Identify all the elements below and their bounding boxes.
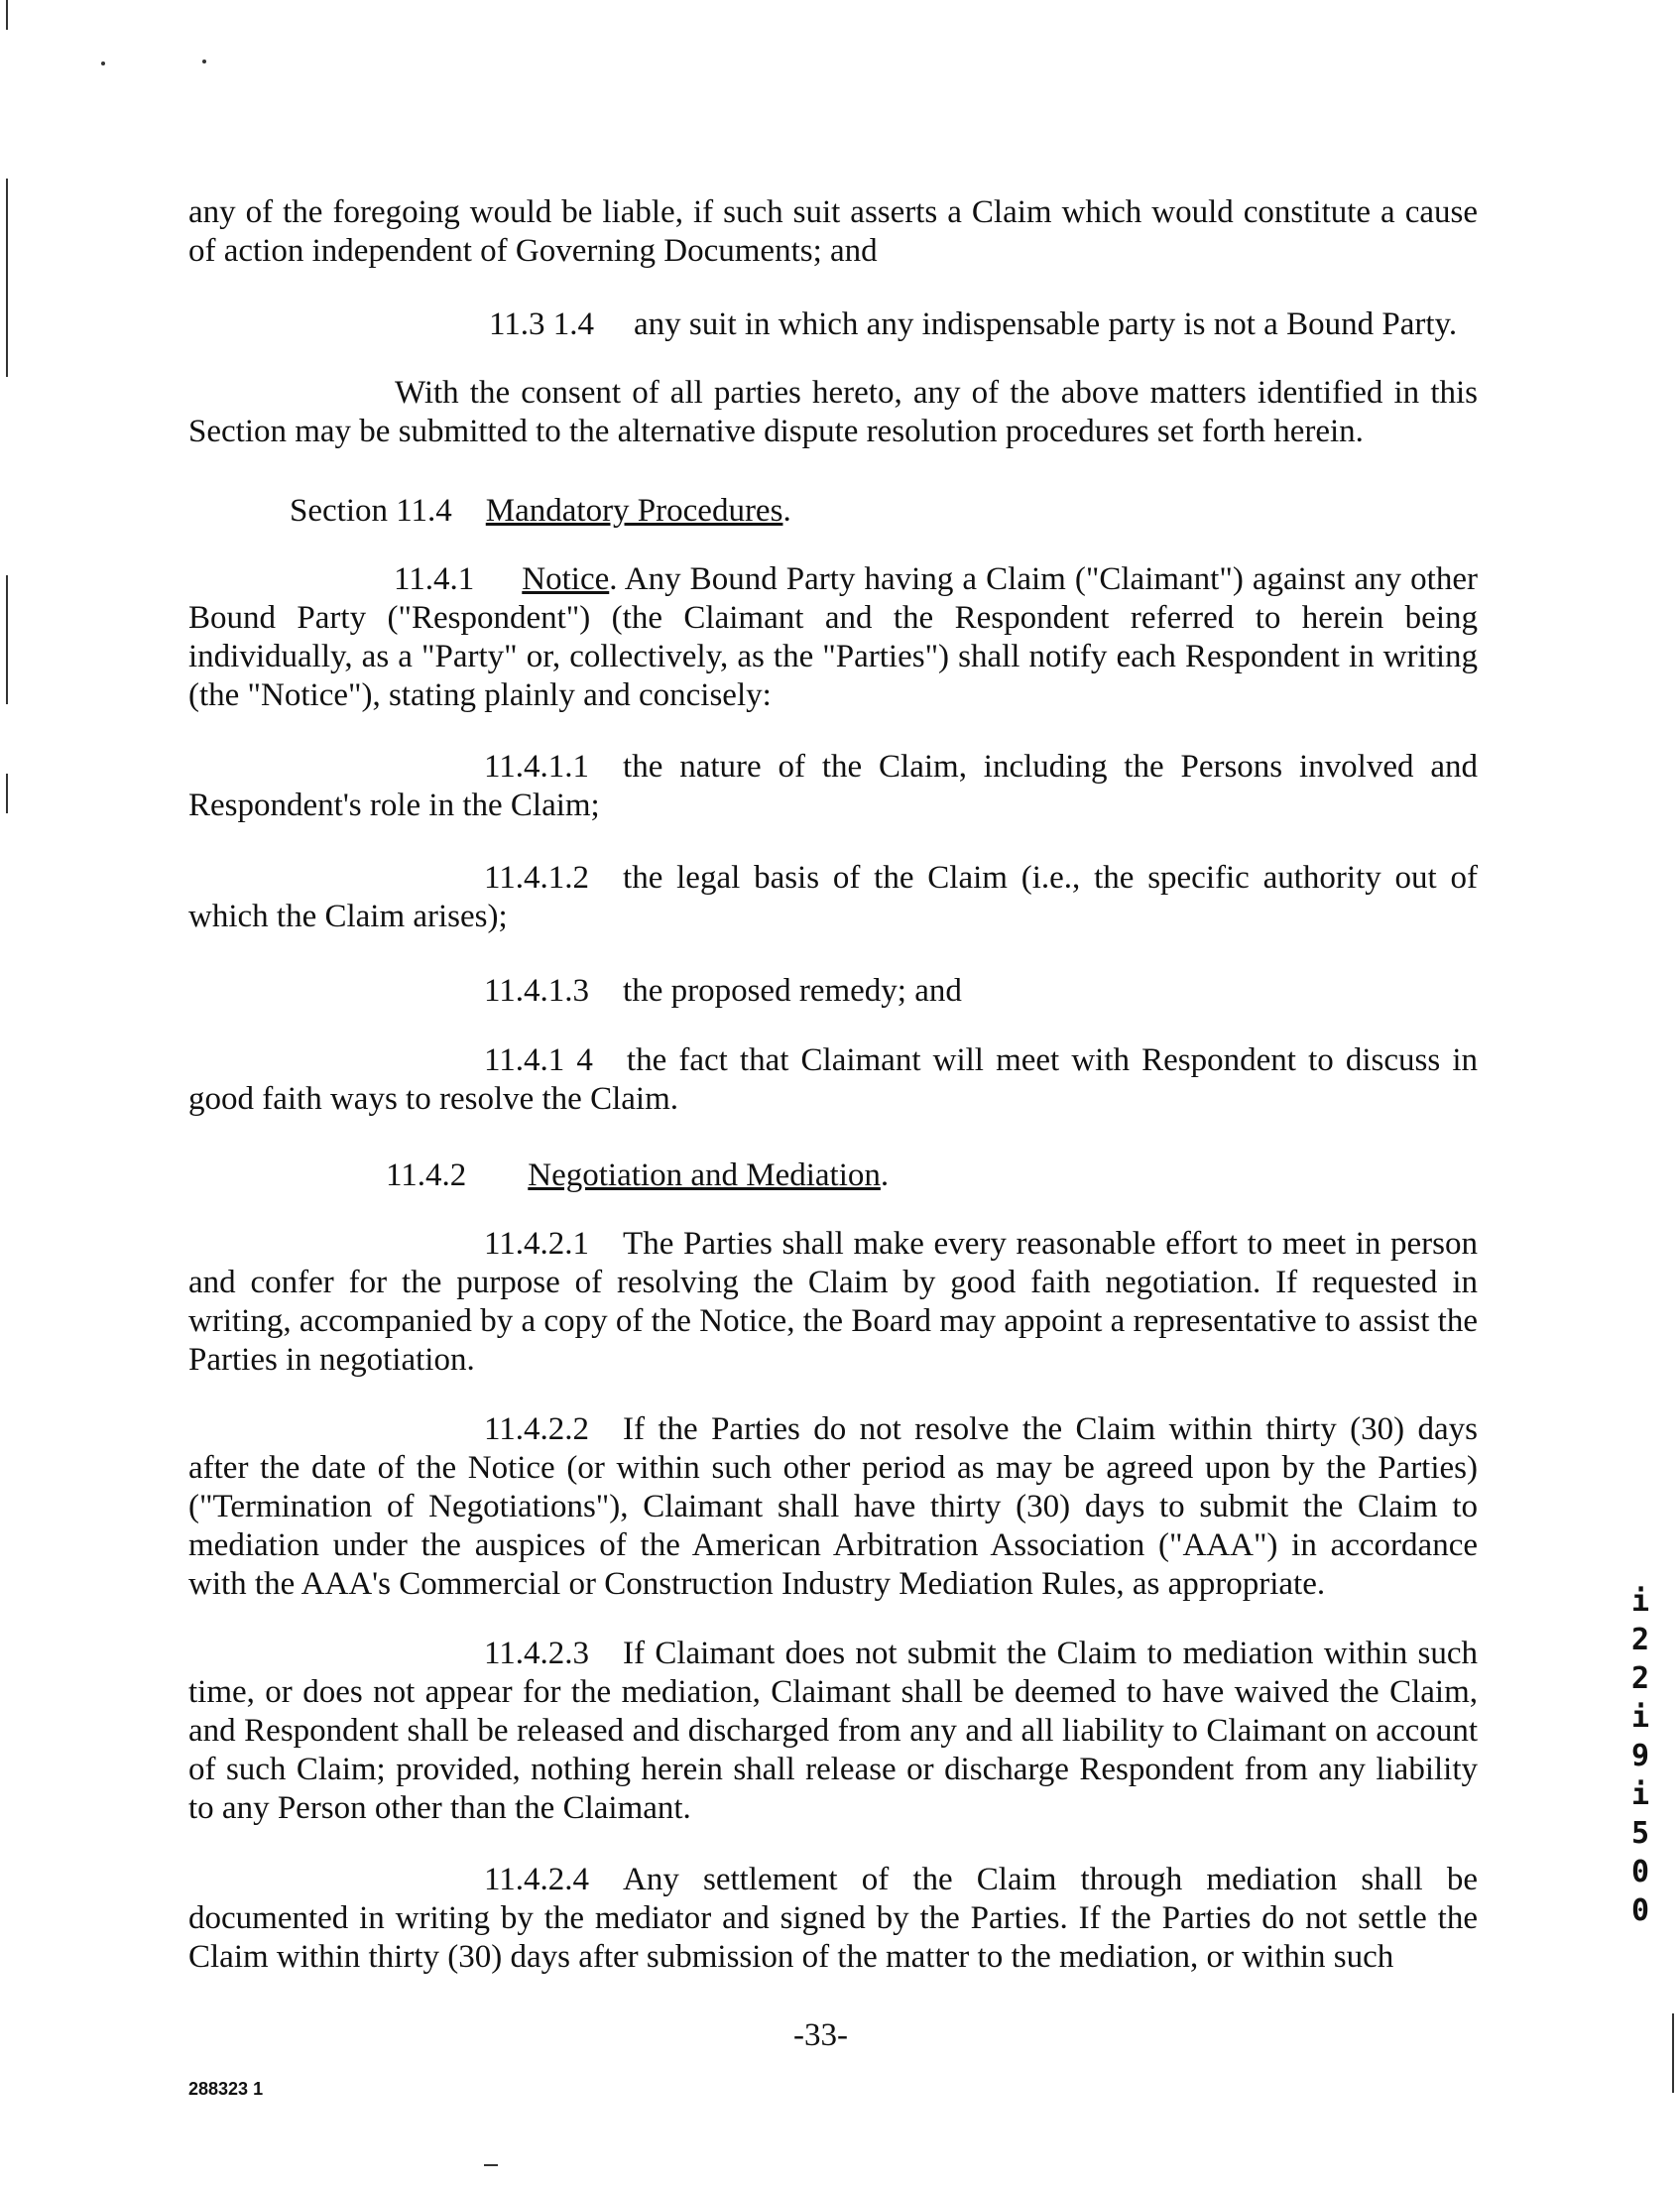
item-text: any suit in which any indispensable party is not a Bound Party. <box>634 306 1458 342</box>
page-number: -33- <box>793 2017 848 2053</box>
stamp-char: 0 <box>1630 1893 1650 1928</box>
item-11-4-1-3 <box>484 972 962 1011</box>
item-number: 11.4.2.4 <box>484 1862 590 1897</box>
stamp-char: i <box>1630 1777 1650 1812</box>
item-number: 11.4.1 4 <box>484 1042 593 1078</box>
scan-edge-mark <box>6 179 8 377</box>
stamp-char: 9 <box>1630 1739 1650 1773</box>
section-number: Section 11.4 <box>290 493 452 529</box>
item-number: 11.4.1 <box>394 561 475 597</box>
scan-speck <box>484 2164 498 2166</box>
item-11-4-2-4 <box>188 1861 1478 1977</box>
item-title: Notice <box>522 561 610 597</box>
item-11-4-1-2 <box>188 859 1478 936</box>
item-11-4-2-1 <box>188 1225 1478 1380</box>
stamp-char: 0 <box>1630 1855 1650 1889</box>
item-text: the legal basis of the Claim (i.e., the specific authority out of which the Claim arises); <box>188 860 1478 934</box>
scan-speck <box>202 60 206 63</box>
item-text: If the Parties do not resolve the Claim within thirty (30) days after the date of the Notice (or within such other period as may be agreed upon by the Parties) ("Termination of Negotiations"), Claimant shall have thirty (30) days to submit the Claim to mediation under the auspices of the American Arbitration Association ("AAA") in accordance with the AAA's Commercial or Construction Industry Mediation Rules, as appropriate. <box>188 1411 1478 1602</box>
scan-edge-mark <box>6 0 8 30</box>
recording-stamp <box>1620 1582 1660 1930</box>
item-11-4-1-4 <box>188 1041 1478 1119</box>
consent-paragraph: With the consent of all parties hereto, any of the above matters identified in this Section may be submitted to the alternative dispute resolution procedures set forth herein. <box>188 375 1478 449</box>
scan-speck <box>101 61 105 65</box>
document-id: 288323 1 <box>188 2079 264 2099</box>
item-text: . Any Bound Party having a Claim ("Claimant") against any other Bound Party ("Respondent") (the Claimant and the Respondent referred to herein being individually, as a "Party" or, collectively, as the "Parties") shall notify each Respondent in writing (the "Notice"), stating plainly and concisely: <box>188 561 1478 713</box>
item-number: 11.4.2 <box>386 1157 467 1193</box>
item-suffix: . <box>880 1157 890 1193</box>
item-title: Negotiation and Mediation <box>528 1157 881 1193</box>
item-11-3-1-4 <box>489 305 1457 344</box>
item-number: 11.4.1.1 <box>484 749 590 785</box>
item-number: 11.4.2.2 <box>484 1411 590 1447</box>
scan-edge-mark <box>1672 2013 1674 2093</box>
stamp-char: i <box>1630 1584 1650 1619</box>
item-number: 11.4.2.1 <box>484 1226 590 1262</box>
item-number: 11.4.1.3 <box>484 973 590 1009</box>
item-text: the nature of the Claim, including the Persons involved and Respondent's role in the Claim; <box>188 749 1478 823</box>
item-number: 11.3 1.4 <box>489 306 595 342</box>
scan-edge-mark <box>6 575 8 704</box>
intro-paragraph: any of the foregoing would be liable, if such suit asserts a Claim which would constitute a cause of action independent of Governing Documents; and <box>188 194 1478 269</box>
item-text: the proposed remedy; and <box>623 973 962 1009</box>
scan-edge-mark <box>6 774 8 813</box>
section-suffix: . <box>782 493 791 529</box>
stamp-char: 5 <box>1630 1816 1650 1851</box>
item-11-4-2-2 <box>188 1410 1478 1604</box>
item-11-4-2-3 <box>188 1635 1478 1828</box>
item-number: 11.4.1.2 <box>484 860 590 896</box>
item-text: Any settlement of the Claim through mediation shall be documented in writing by the mediator and signed by the Parties. If the Parties do not settle the Claim within thirty (30) days after submission of the matter to the mediation, or within such <box>188 1862 1478 1975</box>
stamp-char: i <box>1630 1700 1650 1735</box>
stamp-char: 2 <box>1630 1661 1650 1696</box>
stamp-char: 2 <box>1630 1623 1650 1657</box>
section-heading-11-4 <box>290 492 791 531</box>
section-title: Mandatory Procedures <box>485 493 783 529</box>
item-text: the fact that Claimant will meet with Respondent to discuss in good faith ways to resolve the Claim. <box>188 1042 1478 1117</box>
item-text: If Claimant does not submit the Claim to mediation within such time, or does not appear for the mediation, Claimant shall be deemed to have waived the Claim, and Respondent shall be released and discharged from any and all liability to Claimant on account of such Claim; provided, nothing herein shall release or discharge Respondent from any liability to any Person other than the Claimant. <box>188 1636 1478 1826</box>
item-number: 11.4.2.3 <box>484 1636 590 1671</box>
item-11-4-1-1 <box>188 748 1478 825</box>
item-text: The Parties shall make every reasonable effort to meet in person and confer for the purpose of resolving the Claim by good faith negotiation. If requested in writing, accompanied by a copy of the Notice, the Board may appoint a representative to assist the Parties in negotiation. <box>188 1226 1478 1378</box>
item-11-4-1 <box>188 560 1478 715</box>
item-11-4-2-heading <box>386 1156 889 1195</box>
